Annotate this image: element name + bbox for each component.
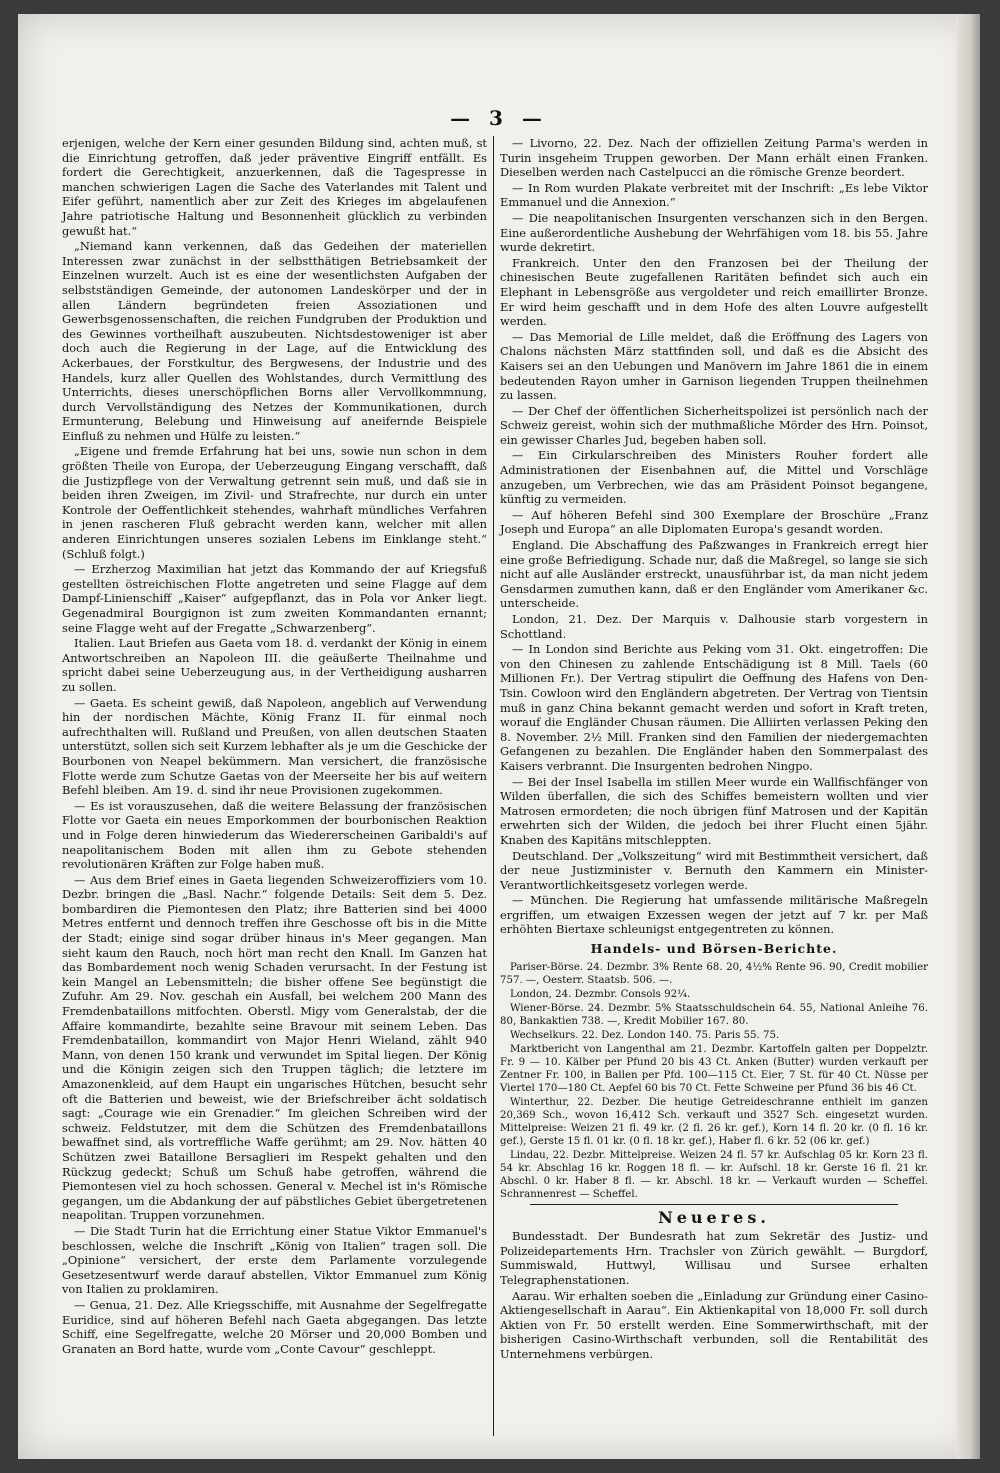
page-number: — 3 —	[450, 106, 548, 130]
market-report: Marktbericht von Langenthal am 21. Dezmbr. Kartoffeln galten per Doppelztr. Fr. 9 — 10. Kälber per Pfund 20 bis 43 Ct. Anken (Butter) wurden verkauft per Zentner Fr. 100, in Ballen per Pfd. 100—115 Ct. Eier, 7 St. für 40 Ct. Nüsse per Viertel 170—180 Ct. Aepfel 60 bis 70 Ct. Fette Schweine per Pfund 36 bis 46 Ct.	[500, 1043, 928, 1094]
article-paragraph: „Niemand kann verkennen, daß das Gedeihen der materiellen Interessen zwar zunächst in der selbstthätigen Betriebsamkeit der Einzelnen wurzelt. Auch ist es eine der wesentlichsten Aufgaben der selbstständigen Gemeinde, der autonomen Landeskörper und der in allen Ländern begründeten freien Assoziationen und Gewerbsgenossenschaften, die reichen Fundgruben der Produktion und des Gewinnes vortheilhaft auszubeuten. Nichtsdestoweniger ist aber doch auch die Regierung in der Lage, auf die Entwicklung des Ackerbaues, der Forstkultur, des Bergwesens, der Industrie und des Handels, kurz aller Quellen des Wohlstandes, durch Vermittlung des Unterrichts, dieses unerschöpflichen Borns aller Vervollkommnung, durch Vervollständigung des Netzes der Kommunikationen, durch Ermunterung, Belebung und Hinweisung auf aneifernde Beispiele Einfluß zu nehmen und Hülfe zu leisten.“	[62, 239, 487, 443]
article-paragraph: Aarau. Wir erhalten soeben die „Einladung zur Gründung einer Casino-Aktiengesellschaft in Aarau“. Ein Aktienkapital von 18,000 Fr. soll durch Aktien von Fr. 50 erstellt werden. Eine Sommerwirthschaft, mit der bisherigen Casino-Wirthschaft verbunden, soll die Rentabilität des Unternehmens verbürgen.	[500, 1288, 928, 1361]
left-column	[62, 136, 487, 1357]
neueres-heading: Neueres.	[658, 1207, 770, 1227]
market-report: Pariser-Börse. 24. Dezmbr. 3% Rente 68. 20, 4½% Rente 96. 90, Credit mobilier 757. —, Oesterr. Staatsb. 506. —.	[500, 961, 928, 986]
article-paragraph: — Auf höheren Befehl sind 300 Exemplare der Broschüre „Franz Joseph und Europa“ an alle Diplomaten Europa's gesandt worden.	[500, 507, 928, 537]
article-paragraph: Italien. Laut Briefen aus Gaeta vom 18. d. verdankt der König in einem Antwortschreiben an Napoleon III. die geäußerte Theilnahme und spricht dabei seine Ueberzeugung aus, in der Vertheidigung ausharren zu sollen.	[62, 636, 487, 694]
article-paragraph: — Die Stadt Turin hat die Errichtung einer Statue Viktor Emmanuel's beschlossen, welche die Inschrift „König von Italien“ tragen soll. Die „Opinione“ versichert, der erste dem Parlamente vorzulegende Gesetzesentwurf werde darauf abstellen, Viktor Emmanuel zum König von Italien zu proklamiren.	[62, 1223, 487, 1297]
market-report: Wechselkurs. 22. Dez. London 140. 75. Paris 55. 75.	[510, 1029, 780, 1041]
article-paragraph: — Die neapolitanischen Insurgenten verschanzen sich in den Bergen. Eine außerordentliche Aushebung der Wehrfähigen vom 18. bis 55. Jahre wurde dekretirt.	[500, 210, 928, 255]
article-paragraph: — In London sind Berichte aus Peking vom 31. Okt. eingetroffen: Die von den Chinesen zu zahlende Entschädigung ist 8 Mill. Taels (60 Millionen Fr.). Der Vertrag stipulirt die Oeffnung des Hafens von Den-Tsin. Cowloon wird den Engländern abgetreten. Der Vertrag von Tientsin muß in ganz China bekannt gemacht werden und sofort in Kraft treten, worauf die Engländer Chusan räumen. Die Alliirten verlassen Peking den 8. November. 2½ Mill. Franken sind den Familien der niedergemachten Gefangenen zu bezahlen. Die Engländer haben den Sommerpalast des Kaisers verbrannt. Die Insurgenten bedrohen Ningpo.	[500, 642, 928, 773]
article-paragraph: — Erzherzog Maximilian hat jetzt das Kommando der auf Kriegsfuß gestellten östreichischen Flotte angetreten und seine Flagge auf dem Dampf-Linienschiff „Kaiser“ aufgepflanzt, das in Pola vor Anker liegt. Gegenadmiral Bourgignon ist zum zweiten Kommandanten ernannt; seine Flagge weht auf der Fregatte „Schwarzenberg“.	[62, 562, 487, 635]
right-column	[500, 136, 928, 1363]
article-paragraph: — Bei der Insel Isabella im stillen Meer wurde ein Wallfischfänger von Wilden überfallen, die sich des Schiffes bemeistern wollten und vier Matrosen ermordeten; die noch übrigen fünf Matrosen und der Kapitän erwehrten sich der Wilden, die jedoch bei ihrer Flucht einen 5jähr. Knaben des Kapitäns mitschleppten.	[500, 774, 928, 847]
market-report: London, 24. Dezmbr. Consols 92¼.	[510, 988, 691, 1000]
section-divider	[530, 1204, 898, 1205]
market-report: Winterthur, 22. Dezber. Die heutige Getreideschranne enthielt im ganzen 20,369 Sch., wovon 16,412 Sch. verkauft und 3527 Sch. eingesetzt wurden. Mittelpreise: Weizen 21 fl. 49 kr. (2 fl. 26 kr. gef.), Korn 14 fl. 20 kr. (0 fl. 16 kr. gef.), Gerste 15 fl. 01 kr. (0 fl. 18 kr. gef.), Haber fl. 6 kr. 52 (06 kr. gef.)	[500, 1096, 928, 1147]
article-paragraph: — München. Die Regierung hat umfassende militärische Maßregeln ergriffen, um etwaigen Exzessen wegen der jetzt auf 7 kr. per Maß erhöhten Biertaxe schleunigst entgegentreten zu können.	[500, 893, 928, 937]
newspaper-page	[18, 14, 980, 1459]
boerse-section	[500, 961, 928, 1201]
article-paragraph: — Aus dem Brief eines in Gaeta liegenden Schweizeroffiziers vom 10. Dezbr. bringen die „Basl. Nachr.“ folgende Details: Seit dem 5. Dez. bombardiren die Piemontesen den Platz; ihre Batterien sind bei 4000 Metres entfernt und dennoch treffen ihre Geschosse oft bis in die Mitte der Stadt; einige sind sogar drüber hinaus in's Meer gegangen. Man sieht kaum den Rauch, noch hört man recht den Knall. Im Ganzen hat das Bombardement noch wenig Schaden verursacht. In der Festung ist kein Mangel an Lebensmitteln; die bisher offene See begünstigt die Zufuhr. Am 29. Nov. geschah ein Ausfall, bei welchem 200 Mann des Fremdenbataillons mitfochten. Oberstl. Migy vom Generalstab, der die Affaire kommandirte, bezahlte seine Bravour mit seinem Leben. Das Fremdenbataillon, kommandirt von Major Henri Wieland, zählt 940 Mann, von denen 150 krank und verwundet im Spital liegen. Der König und die Königin zeigen sich den Truppen täglich; die letztere im Amazonenkleid, auf dem Haupt ein ungarisches Hütchen, besucht sehr oft die Batterien und beweist, wie der Briefschreiber ächt soldatisch sagt: „Courage wie ein Grenadier.“ Im gleichen Schreiben wird der schweiz. Feldstutzer, mit dem die Schützen des Fremdenbataillons bewaffnet sind, als vortreffliche Waffe gerühmt; am 29. Nov. hätten 40 Schützen zwei Bataillone Bersaglieri im Respekt gehalten und den Rückzug gedeckt; Schuß um Schuß habe getroffen, während die Piemontesen viel zu hoch schossen. General v. Mechel ist in's Römische gegangen, um die Abdankung der auf päbstliches Gebiet übergetretenen neapolitan. Truppen vorzunehmen.	[62, 872, 487, 1223]
column-rule	[493, 136, 494, 1436]
article-paragraph: — In Rom wurden Plakate verbreitet mit der Inschrift: „Es lebe Viktor Emmanuel und die Annexion.“	[500, 180, 928, 210]
article-paragraph: — Livorno, 22. Dez. Nach der offiziellen Zeitung Parma's werden in Turin insgeheim Truppen geworben. Der Mann erhält einen Franken. Dieselben werden nach Castelpucci an die römische Grenze beordert.	[500, 136, 928, 180]
article-paragraph: Bundesstadt. Der Bundesrath hat zum Sekretär des Justiz- und Polizeidepartements Hrn. Trachsler von Zürich gewählt. — Burgdorf, Summiswald, Huttwyl, Willisau und Sursee erhalten Telegraphenstationen.	[500, 1229, 928, 1288]
article-paragraph: „Eigene und fremde Erfahrung hat bei uns, sowie nun schon in dem größten Theile von Europa, der Ueberzeugung Eingang verschafft, daß die Justizpflege von der Verwaltung getrennt sein muß, und daß sie in beiden ihren Zweigen, im Zivil- und Strafrechte, nur durch ein unter Kontrole der Oeffentlichkeit stehendes, wahrhaft mündliches Verfahren in jenen rascheren Fluß gebracht werden kann, welcher mit allen anderen Einrichtungen unseres sozialen Lebens im Einklange steht.“ (Schluß folgt.)	[62, 444, 487, 561]
boerse-heading: Handels- und Börsen-Berichte.	[590, 941, 838, 957]
article-paragraph: erjenigen, welche der Kern einer gesunden Bildung sind, achten muß, st die Einrichtung getroffen, daß jeder präventive Eingriff entfällt. Es fordert die Gerechtigkeit, anzuerkennen, daß die Tagespresse in manchen schwierigen Lagen die Sache des Vaterlandes mit Talent und Eifer geführt, namentlich aber zur Zeit des Krieges im abgelaufenen Jahre patriotische Haltung und Besonnenheit glücklich zu verbinden gewußt hat.“	[62, 136, 487, 238]
market-report: Wiener-Börse. 24. Dezmbr. 5% Staatsschuldschein 64. 55, National Anleihe 76. 80, Bankaktien 738. —, Kredit Mobilier 167. 80.	[500, 1002, 928, 1027]
article-paragraph: — Ein Cirkularschreiben des Ministers Rouher fordert alle Administrationen der Eisenbahnen auf, die Mittel und Vorschläge anzugeben, um Verbrechen, wie das am Präsident Poinsot begangene, künftig zu vermeiden.	[500, 448, 928, 507]
article-paragraph: Deutschland. Der „Volkszeitung“ wird mit Bestimmtheit versichert, daß der neue Justizminister v. Bernuth den Kammern ein Minister-Verantwortlichkeitsgesetz vorlegen werde.	[500, 848, 928, 892]
article-paragraph: — Es ist vorauszusehen, daß die weitere Belassung der französischen Flotte vor Gaeta ein neues Emporkommen der bourbonischen Reaktion und in Folge deren hinwiederum das Wiedererscheinen Garibaldi's auf neapolitanischem Boden mit allen ihm zu Gebote stehenden revolutionären Kräften zur Folge haben muß.	[62, 798, 487, 872]
article-paragraph: — Das Memorial de Lille meldet, daß die Eröffnung des Lagers von Chalons nächsten März stattfinden soll, und daß es die Absicht des Kaisers sei an den Uebungen und Manövern im Jahre 1861 die in einem bedeutenden Rayon umher in Garnison liegenden Truppen theilnehmen zu lassen.	[500, 329, 928, 403]
article-paragraph: London, 21. Dez. Der Marquis v. Dalhousie starb vorgestern in Schottland.	[500, 612, 928, 641]
article-paragraph: — Der Chef der öffentlichen Sicherheitspolizei ist persönlich nach der Schweiz gereist, wohin sich der muthmaßliche Mörder des Hrn. Poinsot, ein gewisser Charles Jud, begeben haben soll.	[500, 403, 928, 447]
article-paragraph: Frankreich. Unter den den Franzosen bei der Theilung der chinesischen Beute zugefallenen Raritäten befindet sich auch ein Elephant in Lebensgröße aus vergoldeter und reich emaillirter Bronze. Er wird heim geschafft und in dem Hofe des alten Louvre aufgestellt werden.	[500, 255, 928, 329]
article-paragraph: — Gaeta. Es scheint gewiß, daß Napoleon, angeblich auf Verwendung hin der nordischen Mächte, König Franz II. für einmal noch aufrechthalten will. Rußland und Preußen, von allen deutschen Staaten unterstützt, sollen sich seit Kurzem lebhafter als je um die Geschicke der Bourbonen von Neapel bekümmern. Man versichert, die französische Flotte werde zum Schutze Gaetas von der Meerseite her bis auf weitern Befehl bleiben. Am 19. d. sind ihr neue Provisionen zugekommen.	[62, 695, 487, 798]
market-report: Lindau, 22. Dezbr. Mittelpreise. Weizen 24 fl. 57 kr. Aufschlag 05 kr. Korn 23 fl. 54 kr. Abschlag 16 kr. Roggen 18 fl. — kr. Aufschl. 18 kr. Gerste 16 fl. 21 kr. Abschl. 0 kr. Haber 8 fl. — kr. Abschl. 18 kr. — Verkauft wurden — Scheffel. Schrannenrest — Scheffel.	[500, 1149, 928, 1200]
article-paragraph: — Genua, 21. Dez. Alle Kriegsschiffe, mit Ausnahme der Segelfregatte Euridice, sind auf höheren Befehl nach Gaeta abgegangen. Das letzte Schiff, eine Segelfregatte, welche 20 Mörser und 20,000 Bomben und Granaten an Bord hatte, wurde vom „Conte Cavour“ geschleppt.	[62, 1297, 487, 1356]
page-edge	[956, 14, 980, 1459]
article-paragraph: England. Die Abschaffung des Paßzwanges in Frankreich erregt hier eine große Befriedigung. Schade nur, daß die Maßregel, so lange sie sich nicht auf alle Ausländer erstreckt, unausführbar ist, da man nicht jedem Gensdarmen zumuthen kann, daß er den Engländer vom Amerikaner &c. unterscheide.	[500, 538, 928, 611]
